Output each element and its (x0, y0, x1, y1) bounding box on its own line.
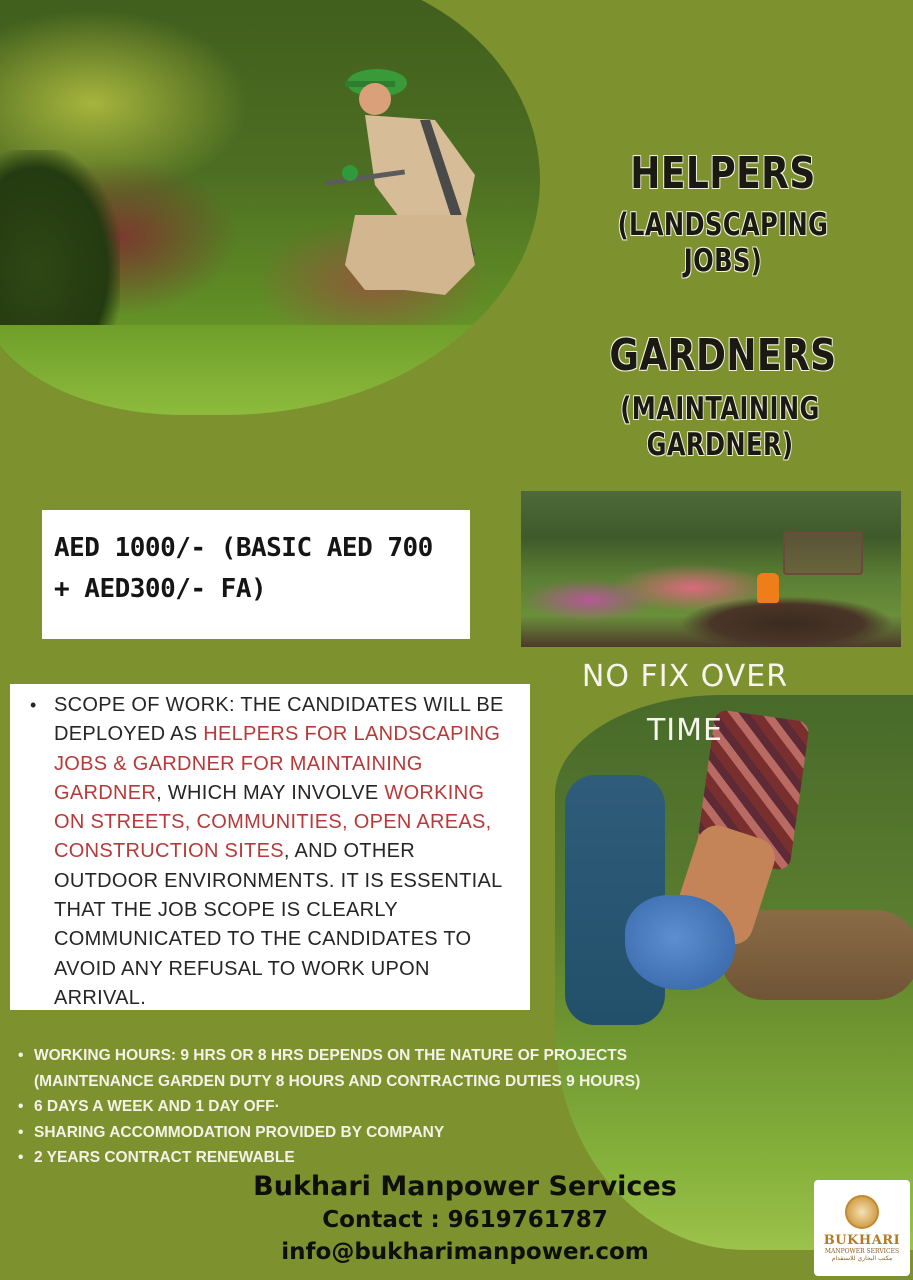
logo-emblem-icon (845, 1195, 879, 1229)
contact-email: info@bukharimanpower.com (281, 1239, 649, 1265)
scope-highlight-2: WORKING ON STREETS, COMMUNITIES, OPEN AREAS, CONSTRUCTION SITES (54, 781, 492, 863)
worker-vest-shape (757, 573, 779, 603)
salary-line-1: AED 1000/- (BASIC AED 700 (54, 533, 433, 563)
overtime-line-2: TIME (646, 713, 723, 748)
title-helpers: HELPERS (630, 148, 816, 199)
salary-box (42, 510, 470, 639)
garden-photo (521, 491, 901, 647)
scope-highlight-1: HELPERS FOR LANDSCAPING JOBS & GARDNER FOR MAINTAINING GARDNER (54, 723, 501, 804)
term-days: • 6 DAYS A WEEK AND 1 DAY OFF· (18, 1094, 738, 1120)
blue-glove-shape (625, 895, 735, 990)
term-working-hours-detail: (MAINTENANCE GARDEN DUTY 8 HOURS AND CONTRACTING DUTIES 9 HOURS) (34, 1072, 641, 1090)
company-name: Bukhari Manpower Services (253, 1171, 677, 1202)
logo-name: BUKHARI (823, 1232, 901, 1248)
logo-subtitle-arabic: مكتب البخاري للاستقدام (831, 1254, 893, 1262)
scope-part-1: SCOPE OF WORK: THE CANDIDATES WILL BE DEPLOYED AS (54, 694, 504, 746)
worker-figure (325, 65, 495, 305)
term-working-hours: • WORKING HOURS: 9 HRS OR 8 HRS DEPENDS ON THE NATURE OF PROJECTS (18, 1043, 738, 1069)
term-contract: • 2 YEARS CONTRACT RENEWABLE (18, 1145, 738, 1171)
company-logo (814, 1180, 910, 1276)
subtitle-landscaping-jobs: (LANDSCAPING JOBS) (617, 207, 829, 279)
scope-part-2: , WHICH MAY INVOLVE (156, 781, 385, 804)
scope-of-work-box (10, 684, 530, 1010)
utility-vehicle-shape (783, 531, 863, 575)
subtitle-maintaining-gardner: (MAINTAINING GARDNER) (620, 391, 820, 463)
terms-list (18, 1043, 738, 1171)
term-accommodation: • SHARING ACCOMMODATION PROVIDED BY COMPANY (18, 1120, 738, 1146)
scope-part-3: , AND OTHER OUTDOOR ENVIRONMENTS. IT IS ESSENTIAL THAT THE JOB SCOPE IS CLEARLY COMMUNICATED TO THE CANDIDATES TO AVOID ANY REFUSAL TO WORK UPON ARRIVAL. (54, 840, 502, 1009)
salary-line-2: + AED300/- FA) (54, 574, 267, 604)
overtime-line-1: NO FIX OVER (581, 659, 789, 694)
scope-text (30, 691, 512, 1013)
no-fix-overtime (535, 650, 835, 758)
lawn-shape (0, 325, 540, 415)
logo-subtitle: MANPOWER SERVICES (824, 1247, 900, 1255)
gardener-photo (0, 0, 540, 415)
title-gardners: GARDNERS (609, 330, 837, 381)
contact-phone: Contact : 9619761787 (322, 1207, 608, 1233)
